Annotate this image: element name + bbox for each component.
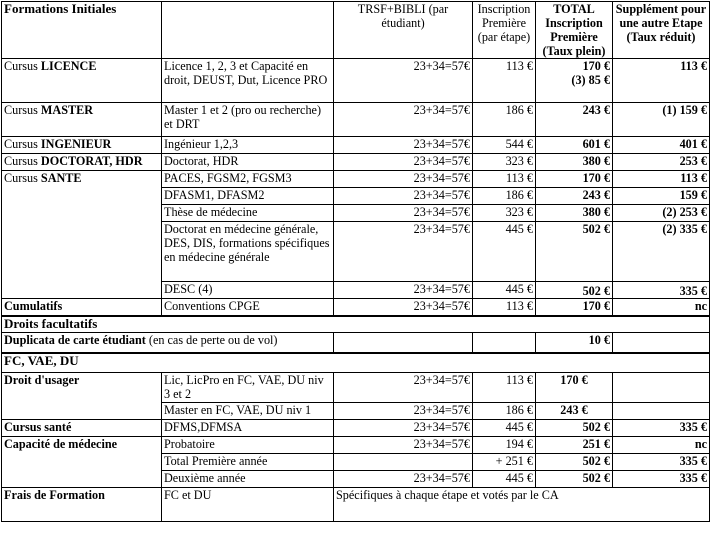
- table-row: Cumulatifs Conventions CPGE 23+34=57€ 113 € 170 € nc: [2, 299, 710, 316]
- droits-title: Droits facultatifs: [2, 316, 710, 333]
- table-row: Total Première année + 251 € 502 € 335 €: [2, 454, 710, 471]
- table-row: Cursus LICENCE Licence 1, 2, 3 et Capacité en droit, DEUST, Dut, Licence PRO 23+34=57€ 113 € 170 € (3) 85 € 113 €: [2, 59, 710, 103]
- supplement-header: Supplément pour une autre Etape (Taux réduit): [613, 2, 710, 59]
- table-row: Cursus MASTER Master 1 et 2 (pro ou recherche) et DRT 23+34=57€ 186 € 243 € (1) 159 €: [2, 103, 710, 137]
- table-row: Master en FC, VAE, DU niv 1 23+34=57€ 186 € 243 €: [2, 403, 710, 420]
- table-row: Doctorat en médecine générale, DES, DIS, formations spécifiques en médecine générale 23+34=57€ 445 € 502 € (2) 335 €: [2, 222, 710, 282]
- table-row: Deuxième année 23+34=57€ 445 € 502 € 335 €: [2, 471, 710, 488]
- section-header: Formations Initiales: [2, 2, 162, 59]
- table-row: Cursus INGENIEUR Ingénieur 1,2,3 23+34=57€ 544 € 601 € 401 €: [2, 137, 710, 154]
- inscription-header: Inscription Première (par étape): [473, 2, 536, 59]
- table-row: Frais de Formation FC et DU Spécifiques à chaque étape et votés par le CA: [2, 488, 710, 522]
- tuition-fees-table: [1, 1, 710, 522]
- table-row: DESC (4) 23+34=57€ 445 € 502 € 335 €: [2, 282, 710, 299]
- total-header: TOTAL Inscription Première (Taux plein): [536, 2, 613, 59]
- section-row: [2, 353, 710, 373]
- section-row: [2, 316, 710, 333]
- table-row: Droit d'usager Lic, LicPro en FC, VAE, DU niv 3 et 2 23+34=57€ 113 € 170 €: [2, 373, 710, 403]
- table-row: Cursus santé DFMS,DFMSA 23+34=57€ 445 € 502 € 335 €: [2, 420, 710, 437]
- table-row: DFASM1, DFASM2 23+34=57€ 186 € 243 € 159 €: [2, 188, 710, 205]
- table-row: Capacité de médecine Probatoire 23+34=57€ 194 € 251 € nc: [2, 437, 710, 454]
- table-row: Cursus SANTE PACES, FGSM2, FGSM3 23+34=57€ 113 € 170 € 113 €: [2, 171, 710, 188]
- fc-title: FC, VAE, DU: [2, 353, 710, 373]
- table-row: Cursus DOCTORAT, HDR Doctorat, HDR 23+34=57€ 323 € 380 € 253 €: [2, 154, 710, 171]
- table-row: Duplicata de carte étudiant (en cas de perte ou de vol) 10 €: [2, 333, 710, 353]
- table-row: Thèse de médecine 23+34=57€ 323 € 380 € (2) 253 €: [2, 205, 710, 222]
- header-row: [2, 2, 710, 59]
- trsf-header: TRSF+BIBLI (par étudiant): [334, 2, 473, 59]
